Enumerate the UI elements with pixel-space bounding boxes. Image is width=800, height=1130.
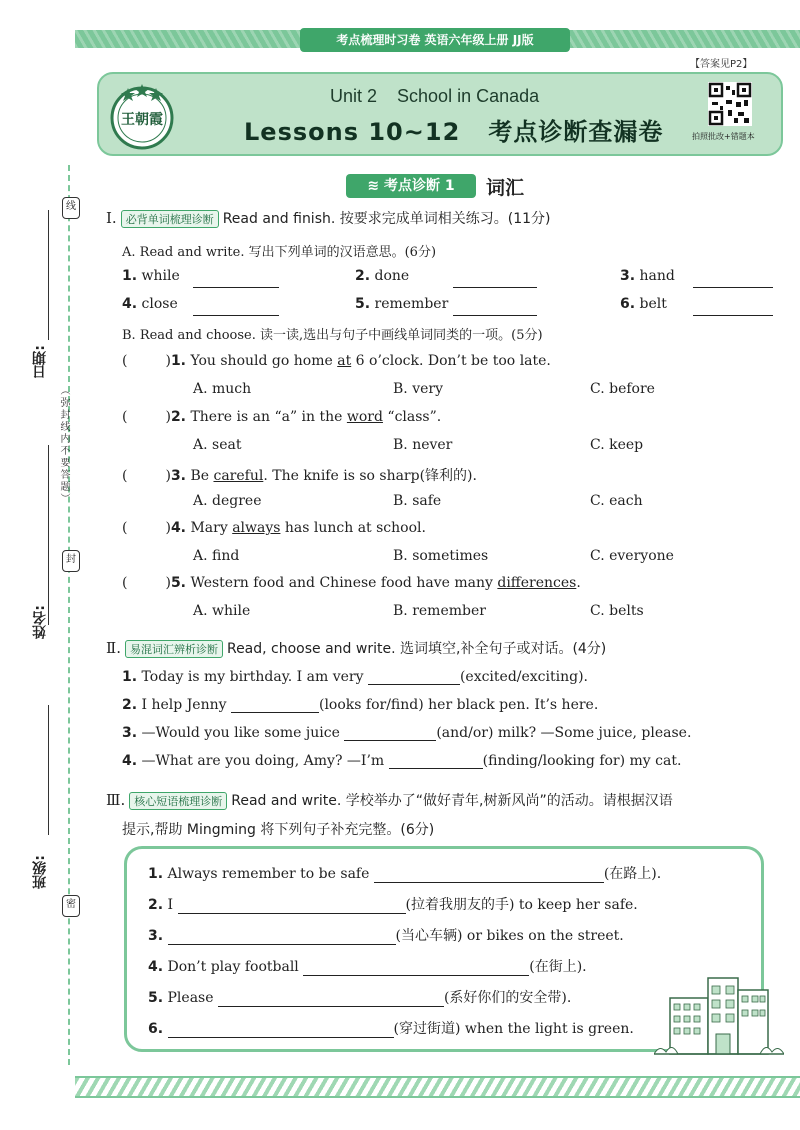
fill-item: 1. Today is my birthday. I am very (excited/exciting). xyxy=(122,669,588,685)
word-item: 3. hand xyxy=(620,268,675,284)
answer-bracket-open[interactable]: ( xyxy=(122,409,128,425)
name-label: 姓名: xyxy=(32,605,48,639)
school-building-illustration xyxy=(654,968,784,1058)
phrase-item: 5. Please (系好你们的安全带). xyxy=(148,990,572,1006)
answer-bracket-open[interactable]: ( xyxy=(122,353,128,369)
option-c: C. keep xyxy=(590,437,644,453)
choice-question: ( )3. Be careful. The knife is so sharp(锋利的). xyxy=(122,468,477,484)
part2-instruction: Read, choose and write. 选词填空,补全句子或对话。(4分) xyxy=(226,641,607,657)
section-badge: ≋ 考点诊断 1 xyxy=(346,174,476,198)
part1-roman: Ⅰ. xyxy=(106,209,117,227)
choice-question: ( )4. Mary always has lunch at school. xyxy=(122,520,426,536)
option-b: B. safe xyxy=(393,493,442,509)
part1-instruction: Read and finish. 按要求完成单词相关练习。(11分) xyxy=(222,211,551,227)
part3-instruction-line2: 提示,帮助 Mingming 将下列句子补充完整。(6分) xyxy=(122,822,435,838)
word-item: 5. remember xyxy=(355,296,449,312)
qr-caption: 拍照批改+错题本 xyxy=(692,132,755,141)
underlined-word: at xyxy=(337,353,352,369)
word-blank[interactable] xyxy=(193,302,279,316)
seal-mark-top: 线 xyxy=(62,197,80,219)
phrase-blank[interactable] xyxy=(374,869,604,883)
option-c: C. everyone xyxy=(590,548,674,564)
fill-item: 4. —What are you doing, Amy? —I’m (finding/looking for) my cat. xyxy=(122,753,682,769)
answer-bracket-open[interactable]: ( xyxy=(122,468,128,484)
bottom-ribbon xyxy=(75,1076,800,1098)
unit-title: Unit 2 School in Canada xyxy=(330,86,540,106)
word-blank[interactable] xyxy=(453,274,537,288)
qr-code[interactable] xyxy=(708,82,752,126)
word-item: 2. done xyxy=(355,268,410,284)
option-a: A. seat xyxy=(193,437,242,453)
date-line xyxy=(48,210,49,340)
phrase-blank[interactable] xyxy=(168,931,396,945)
phrase-blank[interactable] xyxy=(218,993,444,1007)
word-blank[interactable] xyxy=(693,302,773,316)
underlined-word: always xyxy=(232,520,281,536)
answer-bracket-open[interactable]: ( xyxy=(122,520,128,536)
option-b: B. remember xyxy=(393,603,486,619)
part1-heading xyxy=(106,208,551,228)
part1-b-instruction: B. Read and choose. 读一读,选出与句子中画线单词同类的一项。(5分) xyxy=(122,328,543,343)
part3-tag: 核心短语梳理诊断 xyxy=(129,792,227,810)
seal-mark-middle: 封 xyxy=(62,550,80,572)
phrase-item: 1. Always remember to be safe (在路上). xyxy=(148,866,662,882)
fill-item: 2. I help Jenny (looks for/find) her black pen. It’s here. xyxy=(122,697,599,713)
fill-blank[interactable] xyxy=(368,671,460,685)
answer-bracket-open[interactable]: ( xyxy=(122,575,128,591)
option-c: C. before xyxy=(590,381,655,397)
phrase-blank[interactable] xyxy=(168,1024,394,1038)
part3-instruction: Read and write. 学校举办了“做好青年,树新风尚”的活动。请根据汉语 xyxy=(231,793,673,809)
part2-tag: 易混词汇辨析诊断 xyxy=(125,640,223,658)
section-title: 词汇 xyxy=(486,177,525,199)
option-a: A. find xyxy=(193,548,240,564)
underlined-word: careful xyxy=(213,468,264,484)
phrase-blank[interactable] xyxy=(178,900,406,914)
lesson-title: Lessons 10~12 考点诊断查漏卷 xyxy=(244,118,664,146)
option-a: A. degree xyxy=(193,493,262,509)
publisher-logo xyxy=(104,82,180,150)
phrase-item: 4. Don’t play football (在街上). xyxy=(148,959,587,975)
option-c: C. each xyxy=(590,493,643,509)
logo-text: 王朝霞 xyxy=(121,112,163,128)
part1-tag: 必背单词梳理诊断 xyxy=(121,210,219,228)
sealing-note: （弥封线内不要答题） xyxy=(58,385,69,505)
option-a: A. much xyxy=(193,381,252,397)
option-b: B. sometimes xyxy=(393,548,489,564)
fill-blank[interactable] xyxy=(389,755,483,769)
word-item: 4. close xyxy=(122,296,178,312)
date-label: 日期: xyxy=(32,345,48,379)
class-line xyxy=(48,705,49,835)
option-b: B. never xyxy=(393,437,453,453)
word-item: 1. while xyxy=(122,268,180,284)
part3-heading: Ⅲ. 核心短语梳理诊断 Read and write. 学校举办了“做好青年,树新风尚”的活动。请根据汉语 xyxy=(106,791,673,809)
part2-heading: Ⅱ. 易混词汇辨析诊断 Read, choose and write. 选词填空,补全句子或对话。(4分) xyxy=(106,639,607,657)
phrase-item: 6. (穿过街道) when the light is green. xyxy=(148,1021,634,1037)
word-blank[interactable] xyxy=(193,274,279,288)
name-line xyxy=(48,445,49,625)
underlined-word: differences xyxy=(497,575,577,591)
answer-page-note: 【答案见P2】 xyxy=(690,59,753,70)
choice-question: ( )2. There is an “a” in the word “class”. xyxy=(122,409,442,425)
part1-a-instruction: A. Read and write. 写出下列单词的汉语意思。(6分) xyxy=(122,245,437,260)
option-a: A. while xyxy=(193,603,251,619)
word-blank[interactable] xyxy=(453,302,537,316)
fill-blank[interactable] xyxy=(231,699,319,713)
choice-question: ( )1. You should go home at 6 o’clock. Don’t be too late. xyxy=(122,353,551,369)
word-item: 6. belt xyxy=(620,296,667,312)
binding-strip xyxy=(0,165,76,1065)
word-blank[interactable] xyxy=(693,274,773,288)
underlined-word: word xyxy=(346,409,383,425)
phrase-item: 2. I (拉着我朋友的手) to keep her safe. xyxy=(148,897,638,913)
cut-line xyxy=(68,165,70,1065)
seal-mark-bottom: 密 xyxy=(62,895,80,917)
class-label: 班级: xyxy=(32,855,48,889)
option-b: B. very xyxy=(393,381,443,397)
book-series-tab: 考点梳理时习卷 英语六年级上册 JJ版 xyxy=(300,28,570,52)
phrase-item: 3. (当心车辆) or bikes on the street. xyxy=(148,928,624,944)
option-c: C. belts xyxy=(590,603,644,619)
fill-item: 3. —Would you like some juice (and/or) milk? —Some juice, please. xyxy=(122,725,692,741)
phrase-blank[interactable] xyxy=(303,962,529,976)
choice-question: ( )5. Western food and Chinese food have many differences. xyxy=(122,575,581,591)
fill-blank[interactable] xyxy=(344,727,436,741)
